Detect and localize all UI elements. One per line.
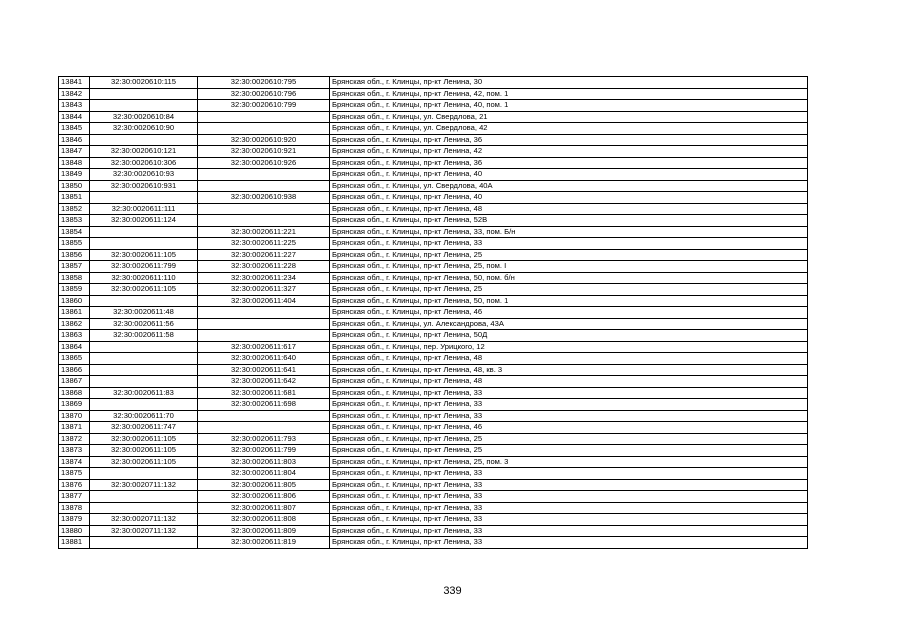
record-number-cell: 13879 <box>59 514 90 526</box>
record-number-cell: 13873 <box>59 445 90 457</box>
table-row <box>59 445 808 457</box>
address-cell: Брянская обл., г. Клинцы, пр-кт Ленина, 40 <box>330 192 808 204</box>
table-row <box>59 525 808 537</box>
parent-cadastral-number-cell <box>90 295 198 307</box>
parent-cadastral-number-cell: 32:30:0020610:90 <box>90 123 198 135</box>
parent-cadastral-number-cell: 32:30:0020610:121 <box>90 146 198 158</box>
parent-cadastral-number-cell: 32:30:0020611:105 <box>90 456 198 468</box>
parent-cadastral-number-cell: 32:30:0020611:111 <box>90 203 198 215</box>
address-cell: Брянская обл., г. Клинцы, пр-кт Ленина, 33 <box>330 410 808 422</box>
table-row <box>59 410 808 422</box>
table-row <box>59 537 808 549</box>
address-cell: Брянская обл., г. Клинцы, ул. Свердлова, 21 <box>330 111 808 123</box>
record-number-cell: 13847 <box>59 146 90 158</box>
record-number-cell: 13862 <box>59 318 90 330</box>
record-number-cell: 13872 <box>59 433 90 445</box>
address-cell: Брянская обл., г. Клинцы, пр-кт Ленина, 33 <box>330 387 808 399</box>
table-row <box>59 422 808 434</box>
parent-cadastral-number-cell: 32:30:0020611:799 <box>90 261 198 273</box>
address-cell: Брянская обл., г. Клинцы, пр-кт Ленина, 52В <box>330 215 808 227</box>
parent-cadastral-number-cell: 32:30:0020711:132 <box>90 479 198 491</box>
parent-cadastral-number-cell <box>90 491 198 503</box>
parent-cadastral-number-cell <box>90 399 198 411</box>
address-cell: Брянская обл., г. Клинцы, пр-кт Ленина, 40 <box>330 169 808 181</box>
cadastral-number-cell <box>198 180 330 192</box>
cadastral-number-cell: 32:30:0020611:799 <box>198 445 330 457</box>
address-cell: Брянская обл., г. Клинцы, пр-кт Ленина, 50, пом. б/н <box>330 272 808 284</box>
record-number-cell: 13863 <box>59 330 90 342</box>
record-number-cell: 13850 <box>59 180 90 192</box>
cadastral-number-cell: 32:30:0020611:327 <box>198 284 330 296</box>
record-number-cell: 13858 <box>59 272 90 284</box>
table-row <box>59 238 808 250</box>
record-number-cell: 13870 <box>59 410 90 422</box>
table-row <box>59 169 808 181</box>
table-row <box>59 479 808 491</box>
table-row <box>59 502 808 514</box>
record-number-cell: 13848 <box>59 157 90 169</box>
cadastral-number-cell <box>198 307 330 319</box>
record-number-cell: 13841 <box>59 77 90 89</box>
parent-cadastral-number-cell: 32:30:0020610:306 <box>90 157 198 169</box>
record-number-cell: 13878 <box>59 502 90 514</box>
cadastre-table <box>58 76 808 549</box>
table-row <box>59 146 808 158</box>
table-row <box>59 226 808 238</box>
parent-cadastral-number-cell: 32:30:0020610:931 <box>90 180 198 192</box>
record-number-cell: 13875 <box>59 468 90 480</box>
parent-cadastral-number-cell: 32:30:0020611:70 <box>90 410 198 422</box>
cadastral-number-cell <box>198 422 330 434</box>
record-number-cell: 13855 <box>59 238 90 250</box>
table-row <box>59 88 808 100</box>
record-number-cell: 13856 <box>59 249 90 261</box>
record-number-cell: 13877 <box>59 491 90 503</box>
parent-cadastral-number-cell: 32:30:0020610:115 <box>90 77 198 89</box>
cadastral-number-cell: 32:30:0020611:819 <box>198 537 330 549</box>
table-row <box>59 111 808 123</box>
address-cell: Брянская обл., г. Клинцы, пр-кт Ленина, 25, пом. I <box>330 261 808 273</box>
cadastral-number-cell: 32:30:0020610:921 <box>198 146 330 158</box>
record-number-cell: 13859 <box>59 284 90 296</box>
cadastral-number-cell <box>198 410 330 422</box>
address-cell: Брянская обл., г. Клинцы, ул. Свердлова, 40А <box>330 180 808 192</box>
table-row <box>59 456 808 468</box>
table-row <box>59 261 808 273</box>
record-number-cell: 13849 <box>59 169 90 181</box>
cadastral-number-cell: 32:30:0020611:404 <box>198 295 330 307</box>
cadastral-number-cell <box>198 330 330 342</box>
address-cell: Брянская обл., г. Клинцы, пр-кт Ленина, 25 <box>330 284 808 296</box>
address-cell: Брянская обл., г. Клинцы, пр-кт Ленина, 33 <box>330 399 808 411</box>
record-number-cell: 13845 <box>59 123 90 135</box>
page-number: 339 <box>443 585 462 597</box>
cadastral-number-cell: 32:30:0020611:698 <box>198 399 330 411</box>
cadastral-number-cell: 32:30:0020611:804 <box>198 468 330 480</box>
address-cell: Брянская обл., г. Клинцы, пр-кт Ленина, 36 <box>330 134 808 146</box>
table-row <box>59 353 808 365</box>
parent-cadastral-number-cell <box>90 100 198 112</box>
address-cell: Брянская обл., г. Клинцы, пр-кт Ленина, 48, кв. 3 <box>330 364 808 376</box>
parent-cadastral-number-cell <box>90 502 198 514</box>
address-cell: Брянская обл., г. Клинцы, пр-кт Ленина, 33 <box>330 479 808 491</box>
parent-cadastral-number-cell: 32:30:0020611:105 <box>90 433 198 445</box>
address-cell: Брянская обл., г. Клинцы, пр-кт Ленина, 33 <box>330 238 808 250</box>
address-cell: Брянская обл., г. Клинцы, пр-кт Ленина, 46 <box>330 422 808 434</box>
address-cell: Брянская обл., г. Клинцы, пер. Урицкого, 12 <box>330 341 808 353</box>
table-row <box>59 157 808 169</box>
address-cell: Брянская обл., г. Клинцы, ул. Александрова, 43А <box>330 318 808 330</box>
address-cell: Брянская обл., г. Клинцы, пр-кт Ленина, 48 <box>330 376 808 388</box>
address-cell: Брянская обл., г. Клинцы, пр-кт Ленина, 25 <box>330 249 808 261</box>
table-row <box>59 284 808 296</box>
address-cell: Брянская обл., г. Клинцы, пр-кт Ленина, 40, пом. 1 <box>330 100 808 112</box>
parent-cadastral-number-cell: 32:30:0020611:105 <box>90 249 198 261</box>
table-row <box>59 100 808 112</box>
record-number-cell: 13857 <box>59 261 90 273</box>
address-cell: Брянская обл., г. Клинцы, пр-кт Ленина, 30 <box>330 77 808 89</box>
record-number-cell: 13865 <box>59 353 90 365</box>
table-row <box>59 318 808 330</box>
record-number-cell: 13861 <box>59 307 90 319</box>
cadastral-number-cell: 32:30:0020611:221 <box>198 226 330 238</box>
parent-cadastral-number-cell <box>90 537 198 549</box>
parent-cadastral-number-cell: 32:30:0020611:56 <box>90 318 198 330</box>
parent-cadastral-number-cell: 32:30:0020610:93 <box>90 169 198 181</box>
cadastral-number-cell: 32:30:0020611:617 <box>198 341 330 353</box>
address-cell: Брянская обл., г. Клинцы, пр-кт Ленина, 25 <box>330 433 808 445</box>
table-row <box>59 134 808 146</box>
address-cell: Брянская обл., г. Клинцы, пр-кт Ленина, 25, пом. 3 <box>330 456 808 468</box>
cadastral-number-cell: 32:30:0020611:803 <box>198 456 330 468</box>
address-cell: Брянская обл., г. Клинцы, пр-кт Ленина, 33 <box>330 537 808 549</box>
table-row <box>59 491 808 503</box>
parent-cadastral-number-cell: 32:30:0020611:105 <box>90 445 198 457</box>
record-number-cell: 13864 <box>59 341 90 353</box>
record-number-cell: 13842 <box>59 88 90 100</box>
table-row <box>59 215 808 227</box>
cadastral-number-cell: 32:30:0020610:796 <box>198 88 330 100</box>
cadastral-number-cell: 32:30:0020611:808 <box>198 514 330 526</box>
record-number-cell: 13869 <box>59 399 90 411</box>
address-cell: Брянская обл., г. Клинцы, пр-кт Ленина, 33, пом. Б/н <box>330 226 808 238</box>
table-body <box>59 77 808 549</box>
cadastral-number-cell: 32:30:0020611:793 <box>198 433 330 445</box>
parent-cadastral-number-cell <box>90 226 198 238</box>
address-cell: Брянская обл., г. Клинцы, пр-кт Ленина, 46 <box>330 307 808 319</box>
address-cell: Брянская обл., г. Клинцы, пр-кт Ленина, 33 <box>330 525 808 537</box>
parent-cadastral-number-cell: 32:30:0020611:48 <box>90 307 198 319</box>
table-row <box>59 180 808 192</box>
record-number-cell: 13880 <box>59 525 90 537</box>
parent-cadastral-number-cell: 32:30:0020610:84 <box>90 111 198 123</box>
address-cell: Брянская обл., г. Клинцы, пр-кт Ленина, 48 <box>330 353 808 365</box>
table-row <box>59 272 808 284</box>
table-row <box>59 203 808 215</box>
table-row <box>59 341 808 353</box>
record-number-cell: 13867 <box>59 376 90 388</box>
parent-cadastral-number-cell <box>90 376 198 388</box>
address-cell: Брянская обл., г. Клинцы, пр-кт Ленина, 48 <box>330 203 808 215</box>
cadastral-number-cell: 32:30:0020611:641 <box>198 364 330 376</box>
cadastral-number-cell: 32:30:0020611:227 <box>198 249 330 261</box>
parent-cadastral-number-cell <box>90 88 198 100</box>
address-cell: Брянская обл., г. Клинцы, пр-кт Ленина, 50, пом. 1 <box>330 295 808 307</box>
cadastral-number-cell: 32:30:0020611:234 <box>198 272 330 284</box>
parent-cadastral-number-cell <box>90 364 198 376</box>
cadastral-number-cell: 32:30:0020611:805 <box>198 479 330 491</box>
record-number-cell: 13881 <box>59 537 90 549</box>
record-number-cell: 13876 <box>59 479 90 491</box>
address-cell: Брянская обл., г. Клинцы, ул. Свердлова, 42 <box>330 123 808 135</box>
cadastral-number-cell: 32:30:0020610:926 <box>198 157 330 169</box>
record-number-cell: 13853 <box>59 215 90 227</box>
record-number-cell: 13854 <box>59 226 90 238</box>
table-row <box>59 123 808 135</box>
table-row <box>59 77 808 89</box>
address-cell: Брянская обл., г. Клинцы, пр-кт Ленина, 42, пом. 1 <box>330 88 808 100</box>
cadastral-number-cell <box>198 215 330 227</box>
cadastral-number-cell <box>198 318 330 330</box>
record-number-cell: 13846 <box>59 134 90 146</box>
address-cell: Брянская обл., г. Клинцы, пр-кт Ленина, 33 <box>330 468 808 480</box>
parent-cadastral-number-cell: 32:30:0020611:124 <box>90 215 198 227</box>
table-row <box>59 514 808 526</box>
record-number-cell: 13852 <box>59 203 90 215</box>
parent-cadastral-number-cell: 32:30:0020611:110 <box>90 272 198 284</box>
record-number-cell: 13844 <box>59 111 90 123</box>
record-number-cell: 13868 <box>59 387 90 399</box>
record-number-cell: 13860 <box>59 295 90 307</box>
cadastral-number-cell: 32:30:0020611:681 <box>198 387 330 399</box>
parent-cadastral-number-cell: 32:30:0020611:105 <box>90 284 198 296</box>
cadastral-number-cell: 32:30:0020611:642 <box>198 376 330 388</box>
cadastral-number-cell: 32:30:0020611:640 <box>198 353 330 365</box>
cadastral-number-cell: 32:30:0020611:806 <box>198 491 330 503</box>
table-row <box>59 376 808 388</box>
address-cell: Брянская обл., г. Клинцы, пр-кт Ленина, 33 <box>330 502 808 514</box>
cadastral-number-cell: 32:30:0020610:938 <box>198 192 330 204</box>
parent-cadastral-number-cell <box>90 341 198 353</box>
cadastral-number-cell: 32:30:0020611:807 <box>198 502 330 514</box>
cadastral-number-cell <box>198 111 330 123</box>
parent-cadastral-number-cell: 32:30:0020611:83 <box>90 387 198 399</box>
address-cell: Брянская обл., г. Клинцы, пр-кт Ленина, 50Д <box>330 330 808 342</box>
table-row <box>59 364 808 376</box>
table-row <box>59 330 808 342</box>
table-row <box>59 433 808 445</box>
address-cell: Брянская обл., г. Клинцы, пр-кт Ленина, 33 <box>330 514 808 526</box>
table-row <box>59 387 808 399</box>
parent-cadastral-number-cell: 32:30:0020611:58 <box>90 330 198 342</box>
cadastral-number-cell: 32:30:0020611:225 <box>198 238 330 250</box>
cadastral-number-cell: 32:30:0020611:228 <box>198 261 330 273</box>
address-cell: Брянская обл., г. Клинцы, пр-кт Ленина, 36 <box>330 157 808 169</box>
address-cell: Брянская обл., г. Клинцы, пр-кт Ленина, 25 <box>330 445 808 457</box>
parent-cadastral-number-cell <box>90 468 198 480</box>
table-row <box>59 249 808 261</box>
record-number-cell: 13851 <box>59 192 90 204</box>
table-row <box>59 307 808 319</box>
parent-cadastral-number-cell: 32:30:0020711:132 <box>90 514 198 526</box>
record-number-cell: 13871 <box>59 422 90 434</box>
record-number-cell: 13874 <box>59 456 90 468</box>
cadastral-number-cell: 32:30:0020610:799 <box>198 100 330 112</box>
parent-cadastral-number-cell <box>90 353 198 365</box>
parent-cadastral-number-cell: 32:30:0020611:747 <box>90 422 198 434</box>
table-row <box>59 468 808 480</box>
cadastral-number-cell <box>198 123 330 135</box>
cadastral-number-cell: 32:30:0020610:920 <box>198 134 330 146</box>
record-number-cell: 13866 <box>59 364 90 376</box>
address-cell: Брянская обл., г. Клинцы, пр-кт Ленина, 33 <box>330 491 808 503</box>
record-number-cell: 13843 <box>59 100 90 112</box>
parent-cadastral-number-cell <box>90 134 198 146</box>
table-row <box>59 192 808 204</box>
table-row <box>59 295 808 307</box>
parent-cadastral-number-cell <box>90 192 198 204</box>
cadastral-number-cell <box>198 203 330 215</box>
parent-cadastral-number-cell: 32:30:0020711:132 <box>90 525 198 537</box>
cadastral-number-cell: 32:30:0020611:809 <box>198 525 330 537</box>
table-row <box>59 399 808 411</box>
cadastral-number-cell: 32:30:0020610:795 <box>198 77 330 89</box>
address-cell: Брянская обл., г. Клинцы, пр-кт Ленина, 42 <box>330 146 808 158</box>
cadastral-number-cell <box>198 169 330 181</box>
parent-cadastral-number-cell <box>90 238 198 250</box>
